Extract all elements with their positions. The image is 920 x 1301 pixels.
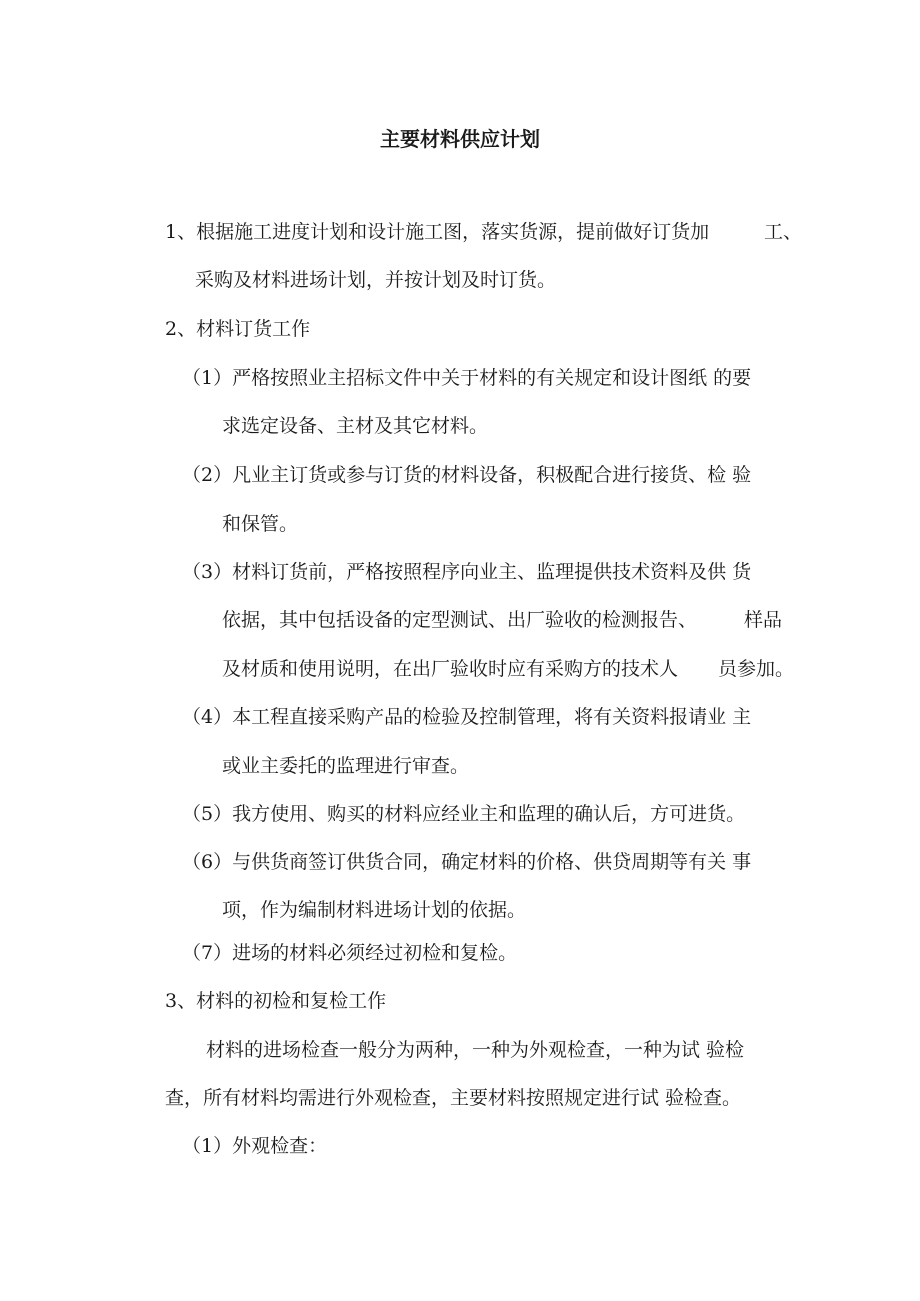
section-3-heading: 3、材料的初检和复检工作 xyxy=(165,990,387,1012)
item-2-6-line-2: 项，作为编制材料进场计划的依据。 xyxy=(222,899,527,921)
item-2-3-line-3-tail: 员参加。 xyxy=(718,658,795,680)
item-2-3-line-2-tail: 样品 xyxy=(744,609,783,631)
section-1-line-2: 采购及材料进场计划，并按计划及时订货。 xyxy=(195,269,557,291)
item-2-2-line-2: 和保管。 xyxy=(222,513,299,535)
item-2-3-line-1: （3）材料订货前，严格按照程序向业主、监理提供技术资料及供 货 xyxy=(182,561,752,583)
item-3-1: （1）外观检查： xyxy=(182,1135,328,1157)
item-2-4-line-2: 或业主委托的监理进行审查。 xyxy=(222,755,470,777)
section-1-line-1: 1、根据施工进度计划和设计施工图，落实货源，提前做好订货加 xyxy=(165,221,710,243)
item-2-3-line-3: 及材质和使用说明，在出厂验收时应有采购方的技术人 xyxy=(222,658,679,680)
item-2-6-line-1: （6）与供货商签订供货合同，确定材料的价格、供贷周期等有关 事 xyxy=(182,851,752,873)
item-2-4-line-1: （4）本工程直接采购产品的检验及控制管理，将有关资料报请业 主 xyxy=(182,706,752,728)
item-2-7: （7）进场的材料必须经过初检和复检。 xyxy=(182,942,518,964)
item-2-1-line-2: 求选定设备、主材及其它材料。 xyxy=(222,415,489,437)
item-2-5: （5）我方使用、购买的材料应经业主和监理的确认后，方可进货。 xyxy=(182,803,746,825)
item-2-3-line-2: 依据，其中包括设备的定型测试、出厂验收的检测报告、 xyxy=(222,609,698,631)
section-3-paragraph-line-2: 查，所有材料均需进行外观检查，主要材料按照规定进行试 验检查。 xyxy=(165,1087,742,1109)
section-3-paragraph-line-1: 材料的进场检查一般分为两种，一种为外观检查，一种为试 验检 xyxy=(206,1039,745,1061)
item-2-1-line-1: （1）严格按照业主招标文件中关于材料的有关规定和设计图纸 的要 xyxy=(182,367,752,389)
section-1-line-1-tail: 工、 xyxy=(764,221,803,243)
section-2-heading: 2、材料订货工作 xyxy=(165,318,311,340)
document-title: 主要材料供应计划 xyxy=(380,127,540,151)
item-2-2-line-1: （2）凡业主订货或参与订货的材料设备，积极配合进行接货、检 验 xyxy=(182,464,752,486)
